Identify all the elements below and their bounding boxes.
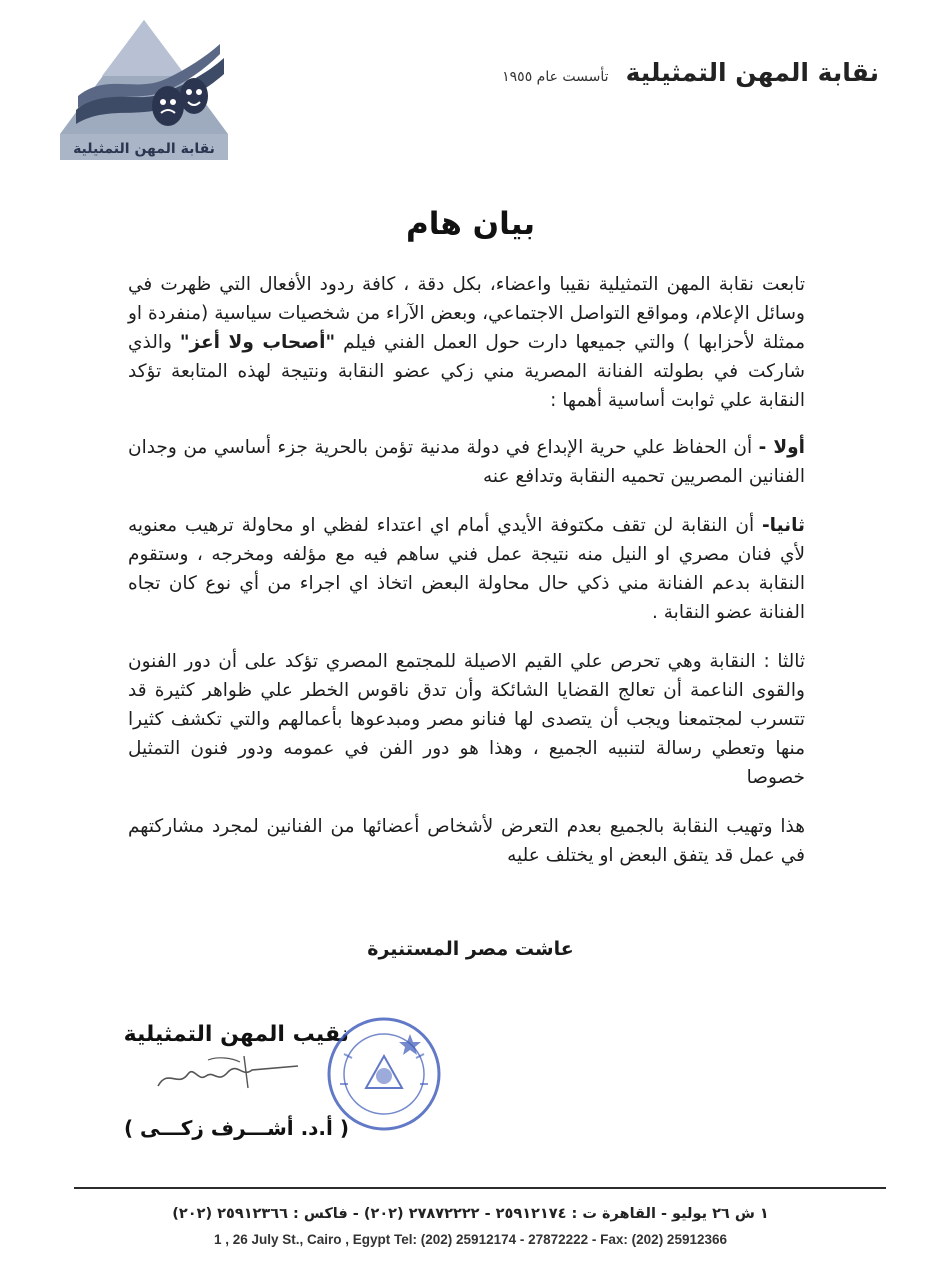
statement-body <box>128 270 805 888</box>
closing-line: عاشت مصر المستنيرة <box>367 938 574 960</box>
point-label: ثالثا : <box>763 651 805 672</box>
footer-divider <box>74 1187 886 1189</box>
film-title: "أصحاب ولا أعز" <box>179 332 336 353</box>
organization-name: نقابة المهن التمثيلية <box>625 58 879 87</box>
point-first <box>128 433 805 491</box>
footer-address-english: 1 , 26 July St., Cairo , Egypt Tel: (202) 25912174 - 27872222 - Fax: (202) 25912366 <box>213 1232 728 1247</box>
footer-address-arabic: ١ ش ٢٦ يوليو - القاهرة ت : ٢٥٩١٢١٧٤ - ٢٧٨٧٢٢٢٢ (٢٠٢) - فاكس : ٢٥٩١٢٣٦٦ (٢٠٢) <box>172 1206 769 1222</box>
intro-paragraph: تابعت نقابة المهن التمثيلية نقيبا واعضاء، بكل دقة ، كافة ردود الأفعال التي ظهرت في وسائل الإعلام، ومواقع التواصل الاجتماعي، وبعض الآراء من شخصيات سياسية (منفردة او ممثلة لأحزابها ) والتي جميعها دارت حول العمل الفني فيلم "أصحاب ولا أعز" والذي شاركت في بطولته الفنانة المصرية مني زكي عضو النقابة ونتيجة لهذه المتابعة تؤكد النقابة علي ثوابت أساسية أهمها : <box>128 274 806 411</box>
signatory-name: ( أ.د. أشـــرف زكـــى ) <box>123 1116 349 1140</box>
letterhead <box>502 58 879 87</box>
conclusion-paragraph: هذا وتهيب النقابة بالجميع بعدم التعرض لأشخاص أعضائها من الفنانين لمجرد مشاركتهم في عمل قد يتفق البعض او يختلف عليه <box>128 816 805 866</box>
point-text: أن الحفاظ علي حرية الإبداع في دولة مدنية تؤمن بالحرية جزء أساسي من وجدان الفنانين المصريين تحميه النقابة وتدافع عنه <box>128 437 805 487</box>
point-label: ثانيا- <box>761 515 805 536</box>
statement-title: بيان هام <box>405 206 536 242</box>
signatory-title: نقيب المهن التمثيلية <box>123 1022 349 1047</box>
svg-text:نقابة المهن التمثيلية: نقابة المهن التمثيلية <box>73 141 215 157</box>
point-label: أولا - <box>758 437 805 458</box>
official-stamp <box>324 1014 444 1134</box>
founded-date: تأسست عام ١٩٥٥ <box>502 69 609 85</box>
point-second <box>128 511 805 627</box>
point-text: النقابة وهي تحرص علي القيم الاصيلة للمجتمع المصري تؤكد على أن دور الفنون والقوى الناعمة أن تعالج القضايا الشائكة وأن تدق ناقوس الخطر علي ظواهر كثيرة قد تتسرب لمجتمعنا ويجب أن يتصدى لها فنانو مصر ومبدعوها بأعمالهم والتي تكشف كثيرا منها وتعطي رسالة لتنبيه الجميع ، وهذا هو دور الفن في عمومه ودور فنون التمثيل خصوصا <box>128 651 805 788</box>
handwritten-signature <box>148 1048 308 1098</box>
syndicate-logo <box>56 14 232 162</box>
point-third <box>128 647 805 792</box>
point-text: أن النقابة لن تقف مكتوفة الأيدي أمام اي اعتداء لفظي او محاولة ترهيب معنويه لأي فنان مصري او النيل منه نتيجة عمل فني ساهم فيه مع مؤلفه ومخرجه ، وستقوم النقابة بدعم الفنانة مني ذكي حال محاولة البعض اتخاذ اي اجراء من أي نوع كان تجاه الفنانة عضو النقابة . <box>128 515 805 623</box>
